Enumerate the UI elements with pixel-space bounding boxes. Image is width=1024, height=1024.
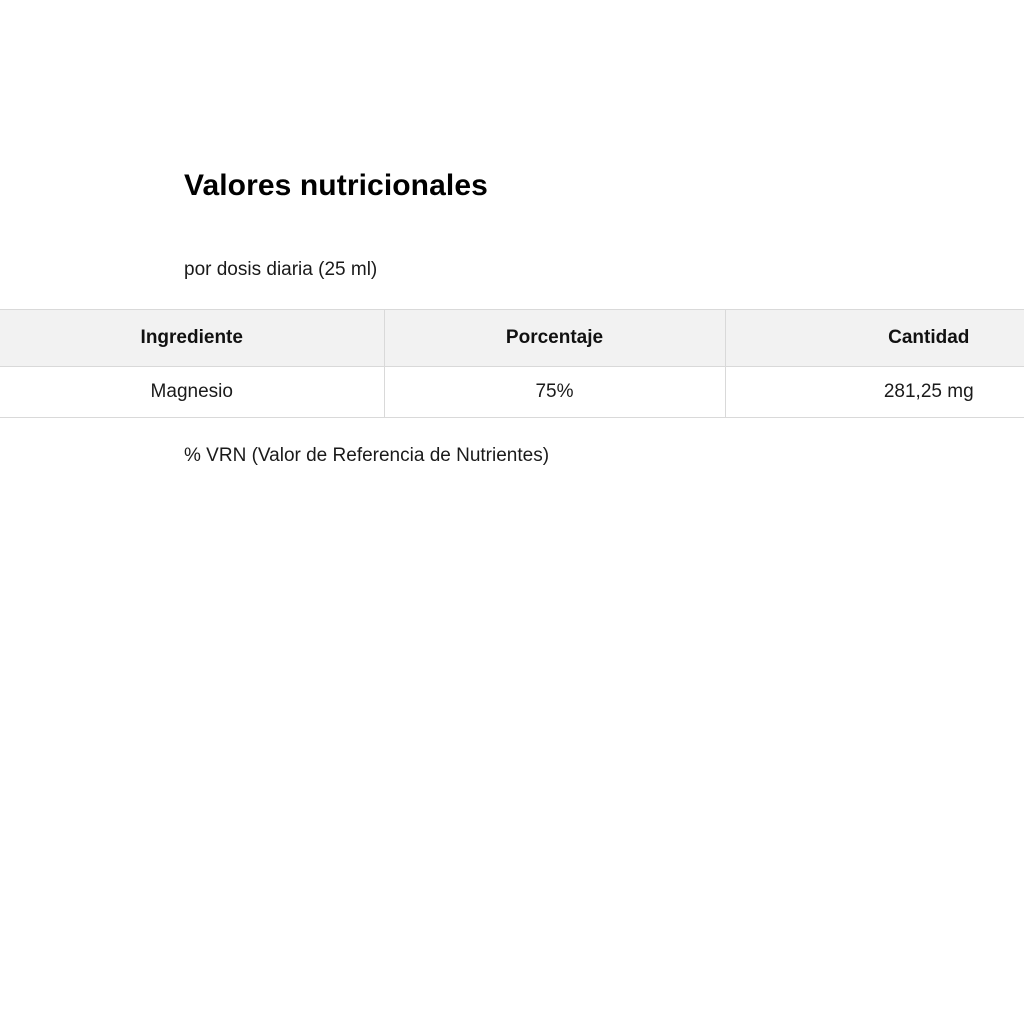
column-header-ingrediente: Ingrediente [0,309,384,366]
cell-cantidad: 281,25 mg [725,366,1024,417]
vrn-footnote: % VRN (Valor de Referencia de Nutrientes) [184,444,550,466]
table-header-row [0,309,1024,366]
table-body [0,366,1024,417]
column-header-cantidad: Cantidad [725,309,1024,366]
cell-ingrediente: Magnesio [0,366,384,417]
page-title: Valores nutricionales [184,169,488,202]
nutrition-table-wrapper [0,309,1024,418]
table-row [0,366,1024,417]
footnote-block [0,444,1024,469]
table-header [0,309,1024,366]
cell-porcentaje: 75% [384,366,725,417]
nutrition-table [0,309,1024,418]
serving-size-label: por dosis diaria (25 ml) [184,259,378,280]
title-block [0,168,1024,283]
column-header-porcentaje: Porcentaje [384,309,725,366]
content-area [0,168,1024,468]
